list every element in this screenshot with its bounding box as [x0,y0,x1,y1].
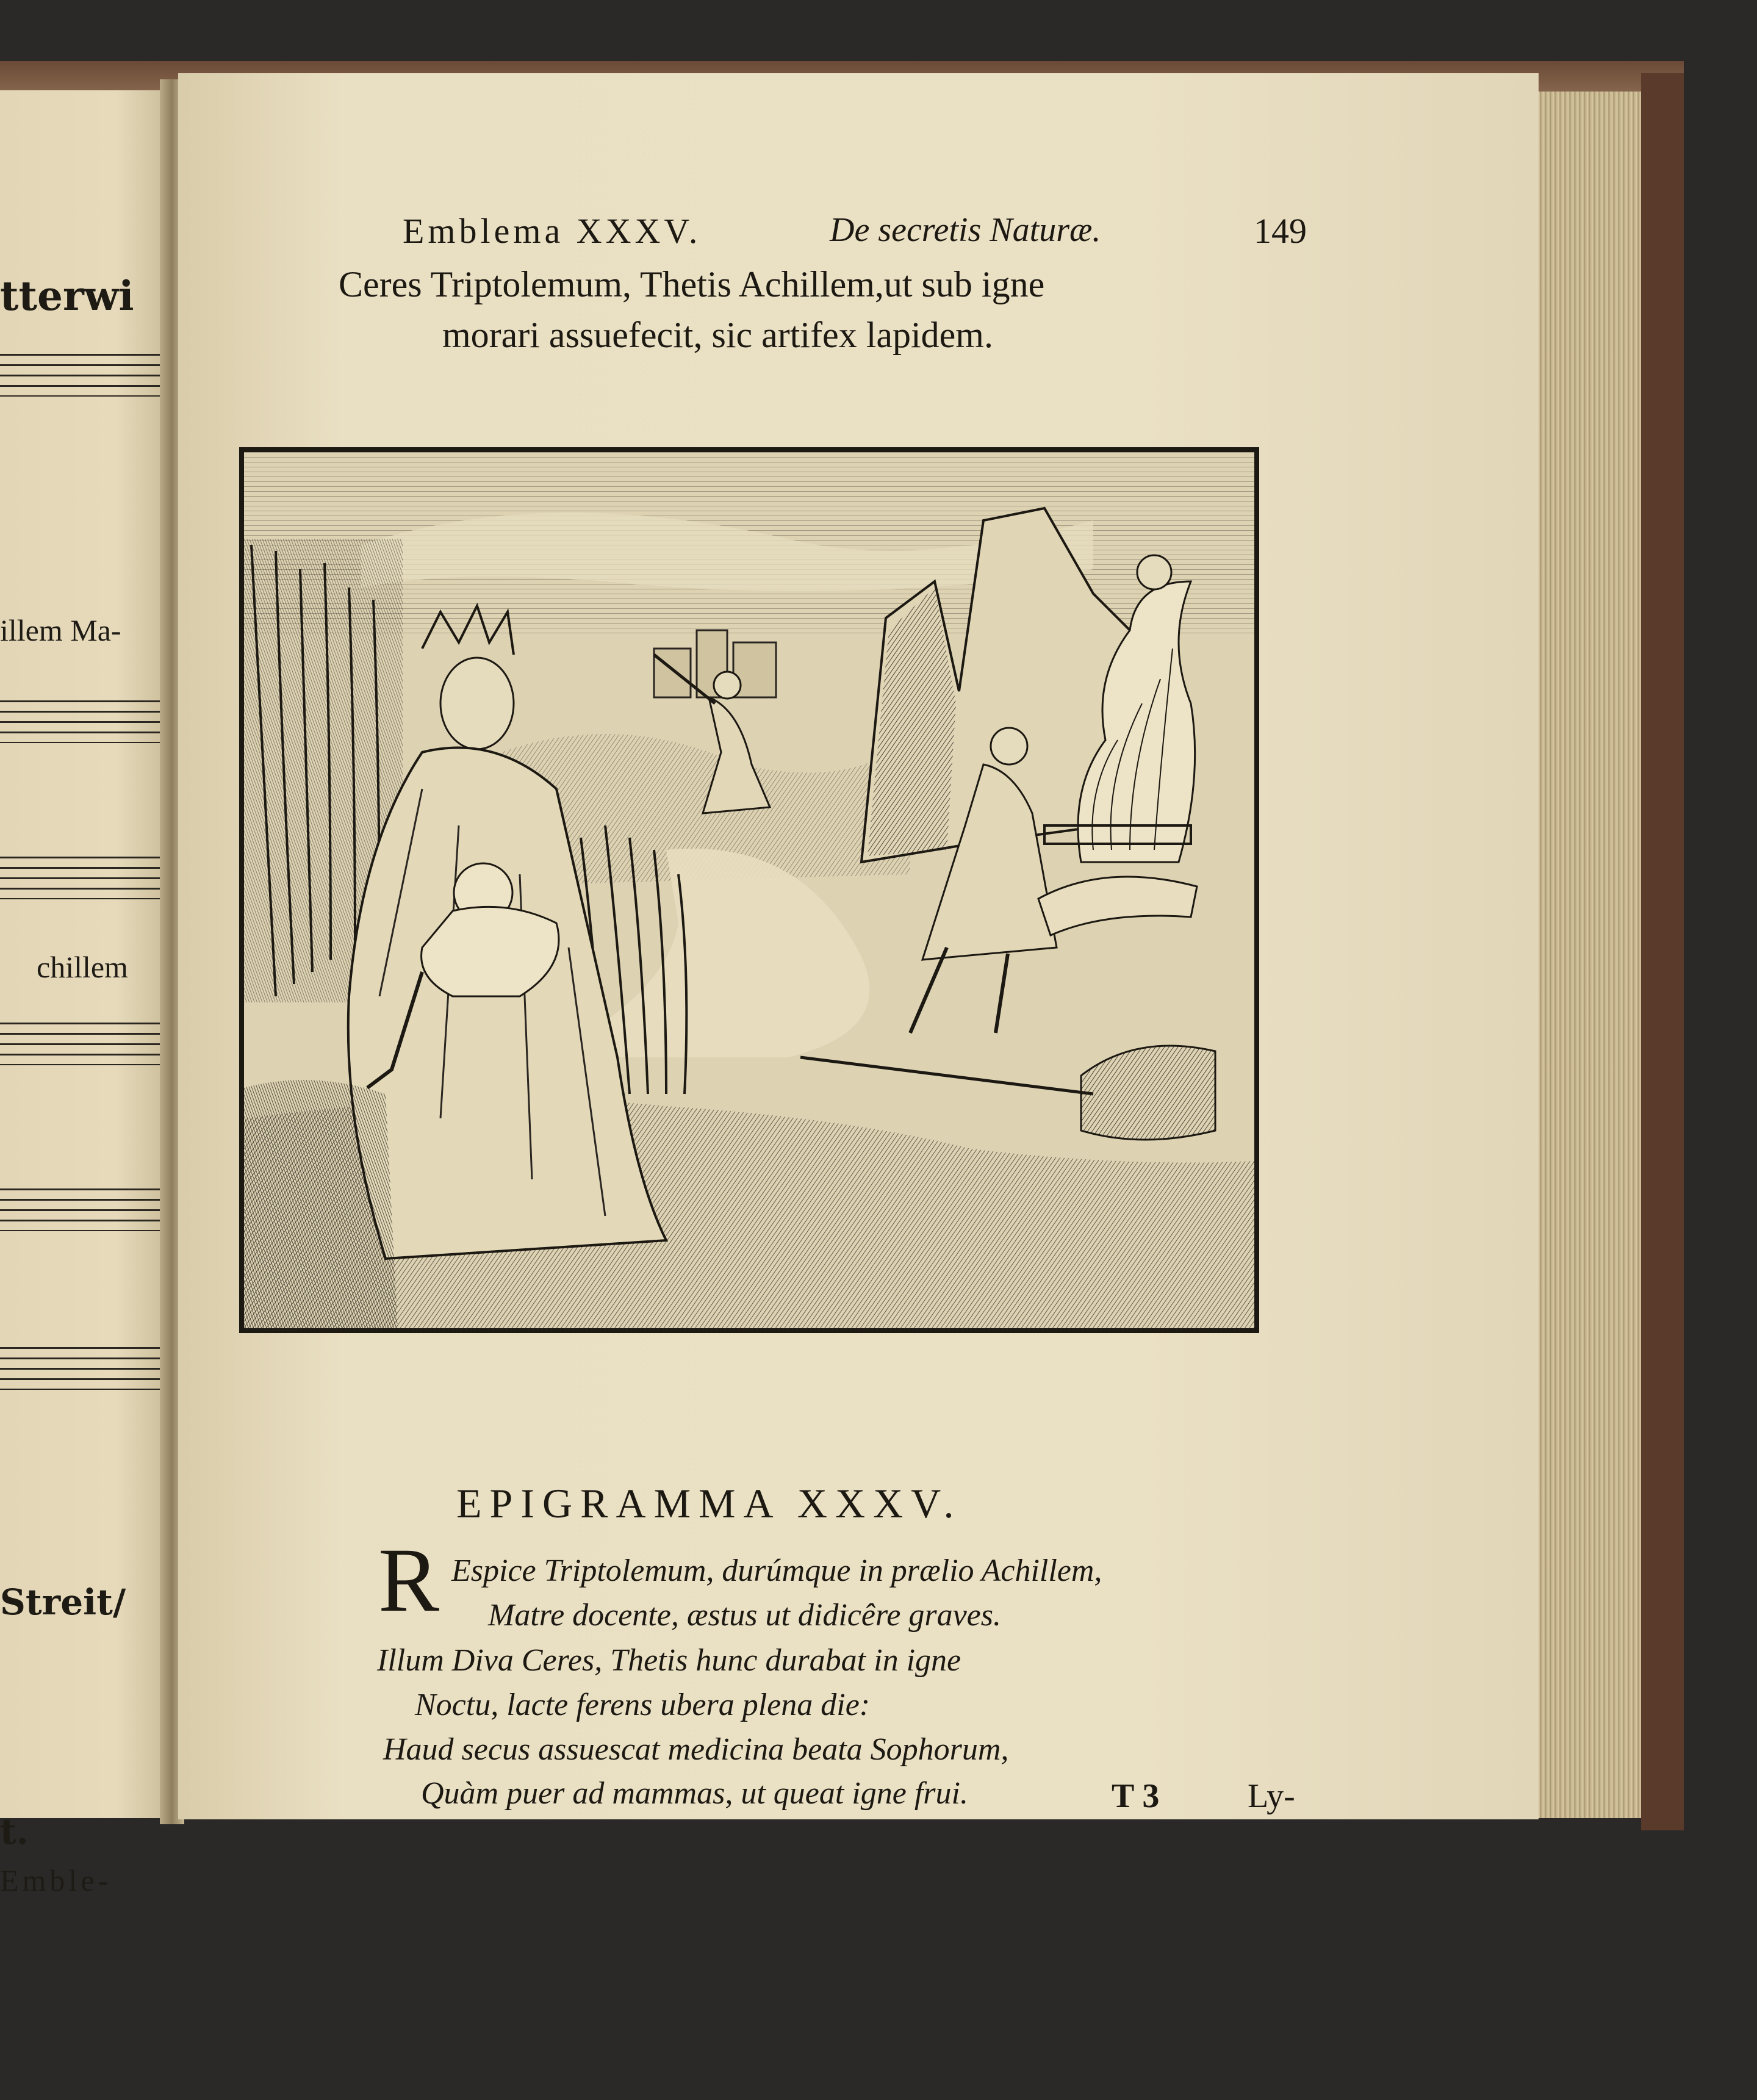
poem-line: Matre docente, æstus ut didicêre graves. [488,1598,1001,1633]
signature-mark: T 3 [1112,1777,1160,1815]
music-staff [0,857,160,899]
music-staff [0,700,160,743]
cover-edge [1641,73,1684,1830]
old-man [1137,555,1171,589]
header-subtitle: De secretis Naturæ. [830,211,1101,249]
seat-mound [244,1080,398,1331]
engraving-illustration [239,447,1259,1333]
drop-cap: R [378,1530,440,1631]
left-catchword: Emble- [0,1863,112,1897]
left-fragment: illem Ma- [0,613,121,647]
poem-line: Illum Diva Ceres, Thetis hunc durabat in igne [377,1643,961,1678]
music-staff [0,1347,160,1390]
music-staff [0,354,160,397]
poem-line: Espice Triptolemum, durúmque in prælio Achillem, [451,1553,1102,1588]
poem-line: Haud secus assuescat medicina beata Sophorum, [383,1732,1009,1767]
left-fragment: chillem [37,950,128,984]
music-staff [0,1023,160,1065]
page-edges [1537,92,1647,1818]
left-page [0,90,166,1897]
left-fragment: tterwi [0,272,134,320]
motto-line: Ceres Triptolemum, Thetis Achillem,ut sub igne [339,264,1045,304]
left-fragment: Streit/ [0,1581,126,1623]
header-title: Emblema XXXV. [403,211,702,251]
left-fragment: t. [0,1811,29,1852]
epigram-title: EPIGRAMMA XXXV. [456,1480,962,1526]
page-number: 149 [1254,211,1307,251]
music-staff [0,1188,160,1231]
catchword: Ly- [1248,1777,1295,1815]
poem-line: Noctu, lacte ferens ubera plena die: [415,1688,871,1722]
poem-line: Quàm puer ad mammas, ut queat igne frui. [421,1776,968,1811]
motto-line: morari assuefecit, sic artifex lapidem. [442,315,993,355]
